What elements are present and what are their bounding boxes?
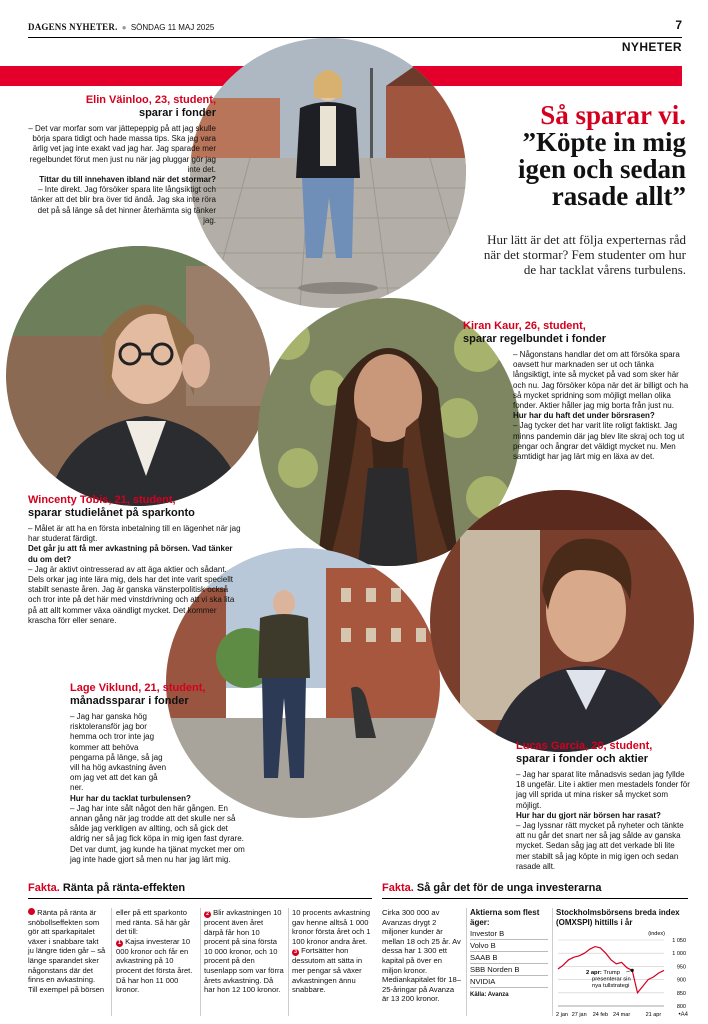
fakta2-rule [382,898,688,899]
page-number: 7 [675,18,682,32]
fakta-text: Blir avkastningen 10 procent även året därpå får hon 10 procent på sina första 10 000 kronor, och 10 procent på den tusenlapp som var förra årets avkastning. Då har hon 12 100 kronor. [204,908,284,995]
column-divider [200,908,201,1016]
fakta-label: Fakta. [28,882,60,894]
question-text: Det går ju att få mer avkastning på börsen. Vad tänker du om det? [28,544,233,564]
chart-svg [556,928,688,1020]
y-tick-label: 850 [676,990,686,997]
step-number: 2 [205,911,210,917]
x-tick-label: 2 jan [556,1012,568,1018]
person-role-lucas: sparar i fonder och aktier [516,752,649,765]
fakta2-heading [382,882,601,894]
holding-item: SAAB B [470,952,548,964]
y-tick-label: 900 [676,977,686,984]
x-tick-label: 21 apr [645,1012,662,1018]
person-name-lage: Lage Viklund, 21, student, [70,682,206,694]
bullet-dot [28,908,35,915]
person-name-lucas: Lucas Garcia, 20, student, [516,740,653,752]
caption-lucas [516,740,690,872]
fakta-text: Ränta på ränta är snöbollseffekten som gör att sparkapitalet växer i snabbare takt ju längre tiden går – så länge sparandet sker någonstans där det finns en avkastning. Till exempel på börsen [28,908,106,994]
answer-text: – Jag tycker det har varit lite roligt faktiskt. Jag minns pandemin där jag blev lite skraj och tog ut pengar och ångrar det väldigt mycket nu. Men samtidigt har jag lärt mig en läxa av det. [513,421,685,462]
y-tick-label: 800 [676,1004,686,1010]
holding-item: Volvo B [470,940,548,952]
photo-lucas [430,490,694,752]
answer-text: – Jag har sparat lite månadsvis sedan jag fyllde 18 ungefär. Lite i aktier men mestadels fonder för jag vill sprida ut mina risker så mycket som möjligt. [516,770,690,810]
y-tick-label: 950 [676,964,686,971]
caption-elin [26,94,216,226]
headline-kicker: Så sparar vi. [540,100,686,130]
y-tick-label: 1 000 [672,951,686,958]
x-tick-label: 27 jan [571,1012,587,1018]
fakta-text: Kajsa investerar 10 000 kronor och får en avkastning på 10 procent det första året. Då har hon 11 000 kronor. [116,936,193,995]
photo-elin [190,38,466,308]
column-divider [288,908,289,1016]
answer-text: – Det var morfar som var jättepeppig på att jag skulle börja spara tidigt och hade massa tips. Ska jag vara ärlig vet jag inte exakt vad jag har. Jag sparade mer regelbundet förut men just nu när jag pluggar gör jag inte det. [28,124,216,174]
section-label: NYHETER [621,40,682,54]
caption-lage [70,682,250,865]
fakta1-rule [28,898,372,899]
annotation-text: 2 apr: Trump presenterar sin nya tullstrategi [586,970,631,989]
answer-text: – Inte direkt. Jag försöker spara lite långsiktigt och tänker att det blir bra över tid ändå. Jag ska inte röra det på så länge så det hinner återhämta sig tänker jag. [30,185,216,225]
fakta-section [0,878,708,1024]
fakta-text: Cirka 300 000 av Avanzas drygt 2 miljoner kunder är mellan 18 och 25 år. Av dessa har 1 300 ett kapital på över en miljon kronor. Mediankapitalet för 18–25-åringar på Avanza är 13 200 kronor. [382,908,461,1004]
y-tick-label: 1 050 [672,938,686,944]
person-role-elin: sparar i fonder [138,106,216,119]
holding-item: Investor B [470,928,548,940]
ingress: Hur lätt är det att följa experternas råd när det stormar? Fem studenter om hur de har tacklat vårens turbulens. [483,232,686,277]
question-text: Hur har du tacklat turbulensen? [70,793,191,803]
fakta1-col3 [204,908,284,995]
holdings-list [470,908,548,1001]
separator-dot: ● [121,23,127,32]
person-name-kiran: Kiran Kaur, 26, student, [463,320,586,332]
chart-title: Stockholmsbörsens breda index (OMXSPI) hittills i år [556,908,680,927]
person-role-wincenty: sparar studielånet på sparkonto [28,506,195,519]
column-divider [466,908,467,1016]
person-name-wincenty: Wincenty Tobis, 21, student, [28,494,176,506]
answer-text: – Jag är aktivt ointresserad av att äga aktier och sådant. Dels orkar jag inte lära mig, dels har det inte varit speciellt stabilt senaste åren. Jag är ganska vänsterpolitisk också och tror inte på det här med vinstdrivning och att vi ska lita på att allt kommer växa oändligt mycket. Det kommer krascha förr eller senare. [28,564,235,625]
fakta1-col4 [292,908,372,995]
answer-text: – Någonstans handlar det om att försöka spara oavsett hur marknaden ser ut och tänka långsiktigt, inte så mycket på vad som sker här och nu. Jag försöker köpa när det är billigt och ha så mycket spridning som möjligt mellan olika fonder. Aktier håller jag mig borta från just nu. [513,350,689,411]
fakta-title: Så går det för de unga investerarna [416,882,602,894]
fakta2-col1 [382,908,462,1004]
caption-kiran [463,320,689,462]
fakta-label: Fakta. [382,882,414,894]
holdings-title: Aktierna som flest äger: [470,908,540,927]
answer-text: – Jag lyssnar rätt mycket på nyheter och tänkte att nu går det snart ner så jag sålde av ganska mycket. Sedan såg jag att det verkade bli lite mer stabilt så jag köpte in mig igen och sedan rasade allt. [516,821,684,871]
issue-date: SÖNDAG 11 MAJ 2025 [130,23,215,32]
holding-item: NVIDIA [470,976,548,988]
unit-label: (index) [648,931,665,937]
x-tick-label: 24 mar [613,1012,631,1018]
answer-text: – Målet är att ha en första inbetalning till en lägenhet när jag har studerat färdigt. [28,524,241,544]
newspaper-brand: DAGENS NYHETER. [28,22,118,32]
headline [478,102,686,210]
holding-item: SBB Norden B [470,964,548,976]
step-number: 3 [293,949,298,956]
question-text: Tittar du till innehaven ibland när det stormar? [39,175,216,185]
x-tick-label: 24 feb [592,1012,609,1018]
index-chart [556,908,688,1020]
source-note: Källa: Avanza [470,992,509,998]
answer-text: – Jag har inte sålt något den här gången. En annan gång när jag trodde att det skulle ner så sålde jag verkligen av allting, och så gick det aldrig ner så jag fick köpa in mig igen fast dyrare. Det var dumt, jag kunde ha tjänat mycket mer om jag inte hade gjort så men nu har jag lärt mig. [70,803,245,864]
caption-wincenty [28,494,242,626]
person-role-kiran: sparar regelbundet i fonder [463,332,607,345]
question-text: Hur har du gjort när börsen har rasat? [516,810,661,820]
fakta-text: eller på ett sparkonto med ränta. Så här går det till: [116,908,190,937]
column-divider [111,908,112,1016]
answer-text: – Jag har ganska hög risktoleransför jag bor hemma och tror inte jag kommer att behöva pengarna på länge, så jag vill ha hög avkastning även om jag vet att det kan gå ner. [70,712,167,793]
step-number: 1 [117,939,122,946]
fakta1-col2 [116,908,196,995]
page-footer-code: •A4 [678,1012,688,1018]
fakta-text: Fortsätter hon dessutom att sätta in mer pengar så växer avkastningen ännu snabbare. [292,946,363,995]
header-rule [28,37,682,38]
page-header [28,18,682,36]
person-role-lage: månadssparar i fonder [70,694,189,707]
headline-title: ”Köpte in mig igen och sedan rasade allt” [517,127,686,211]
fakta-title: Ränta på ränta-effekten [62,882,186,894]
fakta1-heading [28,882,185,894]
question-text: Hur har du haft det under börsrasen? [513,411,655,421]
column-divider [552,908,553,1016]
photo-wincenty [6,246,270,506]
fakta-text: 10 procents avkastning gav henne alltså 1 000 kronor första året och 1 100 kronor andra året. [292,908,371,946]
fakta1-col1 [28,908,106,994]
person-name-elin: Elin Väinloo, 23, student, [85,94,216,106]
